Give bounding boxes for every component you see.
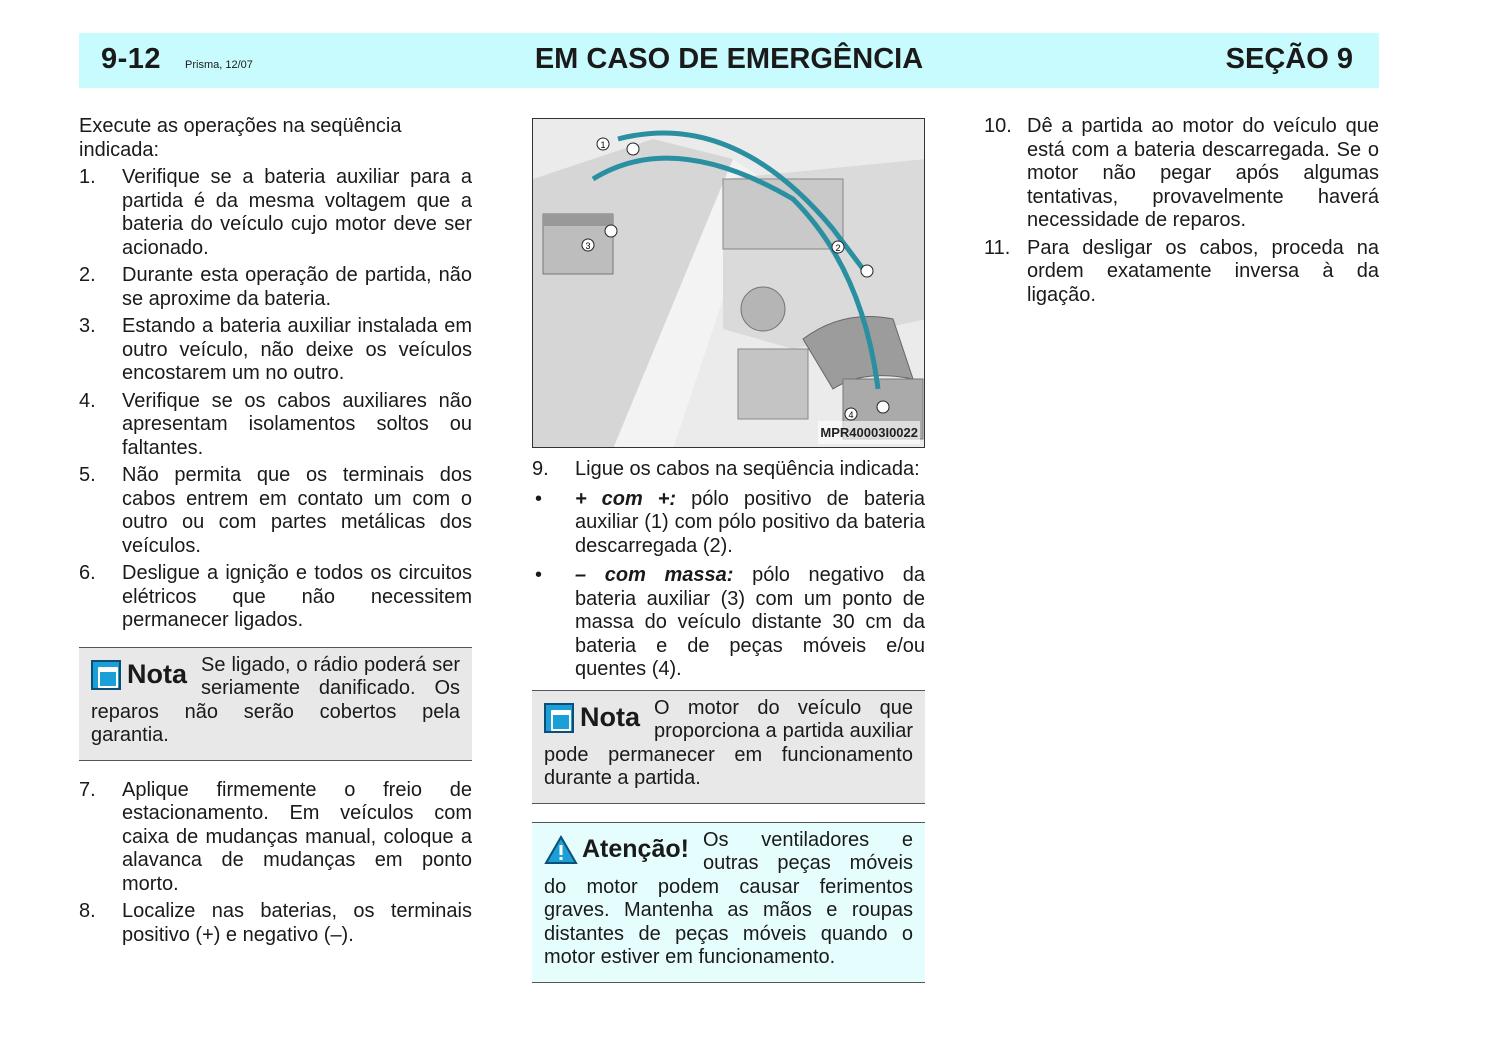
section-label: SEÇÃO 9: [1225, 43, 1353, 75]
list-item: [984, 115, 1379, 233]
step-text: Verifique se os cabos auxiliares não apresentam isolamentos soltos ou faltantes.: [122, 389, 472, 459]
warning-box: [532, 822, 925, 983]
note-heading: [544, 703, 640, 733]
step-number: 10.: [984, 115, 1012, 137]
list-item: [79, 562, 472, 633]
step-text: Dê a partida ao motor do veículo que está com a bateria descarregada. Se o motor não pegar após algumas tentativas, provavelmente haverá necessidade de reparos.: [1027, 115, 1379, 231]
svg-text:4: 4: [848, 410, 854, 420]
bullet-text: pólo positivo de bateria auxiliar (1) com pólo positivo da bateria descarregada (2).: [575, 487, 925, 557]
warning-triangle-icon: [544, 835, 578, 865]
callout-4: [845, 408, 857, 420]
list-item: [79, 779, 472, 897]
engine-bay-illustration: [533, 119, 925, 448]
note-icon: [91, 660, 121, 690]
svg-text:1: 1: [600, 140, 606, 150]
cable-sequence-list: [532, 488, 925, 682]
callout-2: [832, 241, 844, 253]
page-number: 9-12: [101, 43, 162, 75]
bullet-lead: – com massa:: [575, 564, 734, 586]
list-item: [984, 237, 1379, 308]
plus-terminal-icon: [627, 143, 639, 155]
step-text: Não permita que os terminais dos cabos entrem em contato um com o outro ou com partes metálicas dos veículos.: [122, 464, 472, 557]
page-title: EM CASO DE EMERGÊNCIA: [534, 43, 924, 75]
note-box: [79, 647, 472, 761]
list-item: [532, 458, 925, 482]
warning-heading: [544, 835, 689, 865]
note-label: Nota: [580, 701, 640, 732]
note-box: [532, 690, 925, 804]
step-number: 2.: [79, 264, 96, 286]
step-text: Estando a bateria auxiliar instalada em outro veículo, não deixe os veículos encostarem um no outro.: [122, 315, 472, 384]
step-number: 11.: [984, 236, 1011, 259]
list-item: [532, 488, 925, 559]
note-text: O motor do veículo que proporciona a partida auxiliar pode permanecer em funcionamento durante a partida.: [544, 696, 913, 789]
step-text: Aplique firmemente o freio de estacionamento. Em veículos com caixa de mudanças manual, coloque a alavanca de mudanças em ponto morto.: [122, 778, 472, 895]
steps-list-9: [532, 458, 925, 482]
warning-label: Atenção!: [582, 834, 689, 863]
step-number: 5.: [79, 464, 96, 486]
intro-text: Execute as operações na seqüência indicada:: [79, 115, 402, 161]
svg-text:3: 3: [585, 241, 591, 251]
column-middle: [532, 118, 925, 1001]
bullet-text: pólo negativo da bateria auxiliar (3) com um ponto de massa do veículo distante 30 cm da bateria e de peças móveis e/ou quentes (4).: [575, 564, 926, 680]
step-number: 1.: [79, 166, 96, 188]
step-number: 3.: [79, 315, 96, 337]
note-icon: [544, 703, 574, 733]
page-header: [79, 33, 1379, 88]
edition-label: Prisma, 12/07: [185, 59, 253, 71]
jump-start-figure: [532, 118, 925, 448]
step-number: 9.: [532, 458, 549, 480]
step-text: Verifique se a bateria auxiliar para a partida é da mesma voltagem que a bateria do veículo cujo motor deve ser acionado.: [122, 166, 472, 259]
svg-text:2: 2: [835, 243, 841, 253]
step-text: Para desligar os cabos, proceda na ordem exatamente inversa à da ligação.: [1027, 236, 1379, 306]
list-item: [79, 464, 472, 558]
bullet-lead: + com +:: [575, 487, 677, 510]
note-text: Se ligado, o rádio poderá ser seriamente danificado. Os reparos não serão cobertos pela garantia.: [91, 653, 460, 746]
list-item: [79, 264, 472, 311]
list-item: [79, 390, 472, 461]
figure-code: MPR40003I0022: [818, 421, 920, 445]
step-number: 7.: [79, 778, 96, 801]
minus-terminal-icon: [877, 401, 889, 413]
minus-terminal-icon: [605, 225, 617, 237]
note-label: Nota: [127, 658, 187, 689]
callout-3: [582, 239, 594, 251]
list-item: [79, 166, 472, 260]
step-text: Durante esta operação de partida, não se aproxime da bateria.: [122, 264, 472, 310]
steps-list-final: [984, 115, 1379, 307]
callout-1: [597, 138, 609, 150]
list-item: [79, 900, 472, 947]
list-item: [532, 564, 925, 682]
step-number: 4.: [79, 389, 96, 412]
step-text: Ligue os cabos na seqüência indicada:: [575, 458, 920, 480]
column-left: [79, 115, 472, 951]
column-right: [984, 115, 1379, 311]
bullet-marker: •: [535, 487, 543, 510]
step-text: Desligue a ignição e todos os circuitos elétricos que não necessitem permanecer ligados.: [122, 562, 472, 631]
steps-list-continued: [79, 779, 472, 948]
warning-text: Os ventiladores e outras peças móveis do motor podem causar ferimentos graves. Mantenha as mãos e roupas distantes de peças móveis quando o motor estiver em funcionamento.: [544, 828, 913, 968]
steps-list: [79, 166, 472, 633]
note-heading: [91, 660, 187, 690]
step-number: 6.: [79, 562, 96, 584]
bullet-marker: •: [535, 564, 543, 586]
list-item: [79, 315, 472, 386]
step-text: Localize nas baterias, os terminais positivo (+) e negativo (–).: [122, 900, 472, 946]
step-number: 8.: [79, 900, 96, 922]
plus-terminal-icon: [861, 265, 873, 277]
